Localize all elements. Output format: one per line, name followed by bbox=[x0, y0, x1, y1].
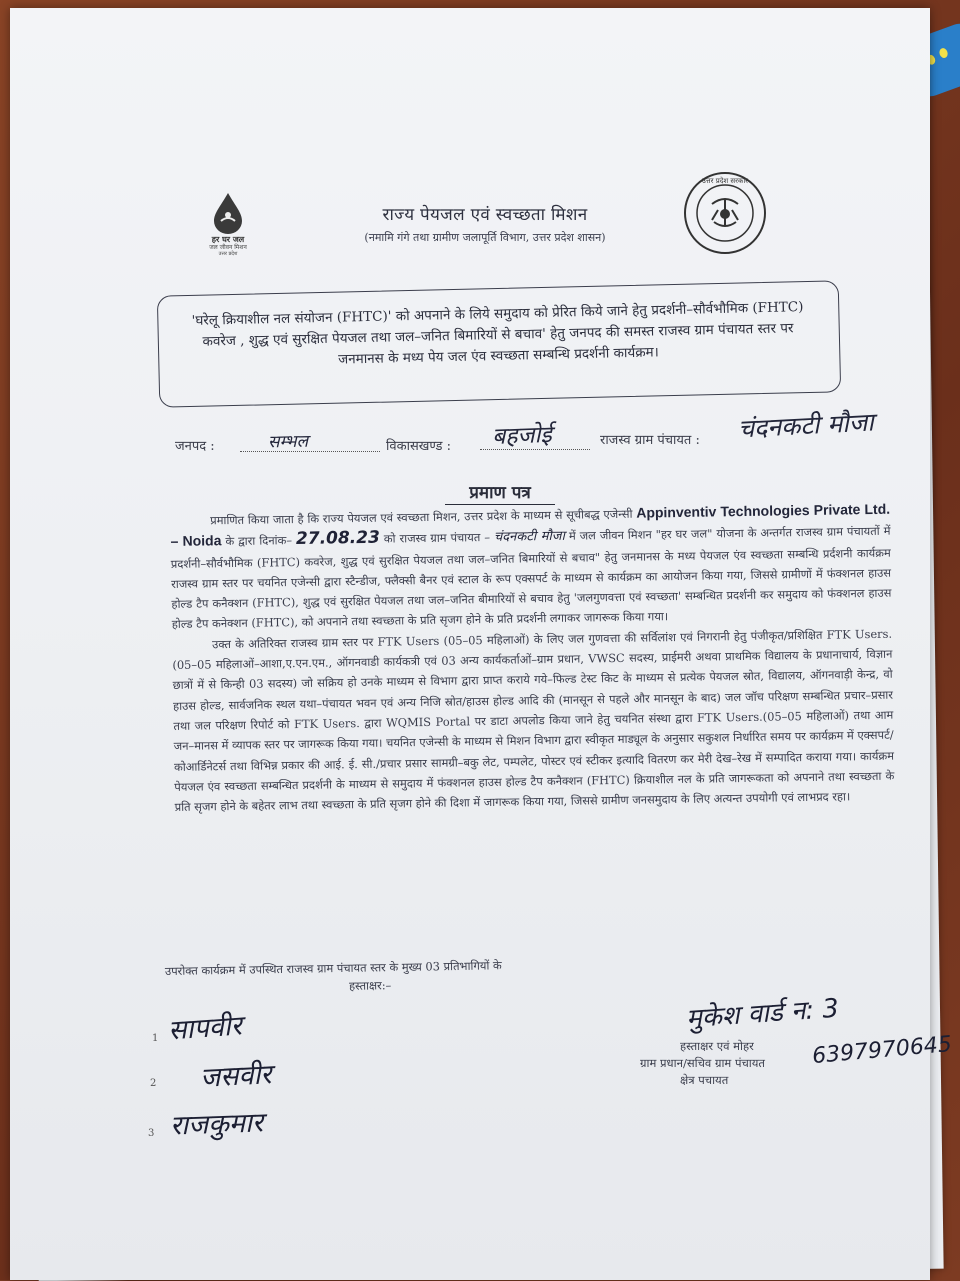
mission-subtitle: (नमामि गंगे तथा ग्रामीण जलापूर्ति विभाग, उत्तर प्रदेश शासन) bbox=[364, 231, 606, 244]
block-label: विकासखण्ड : bbox=[386, 439, 452, 454]
signatory-signature: मुकेश वार्ड न: 3 bbox=[685, 993, 840, 1035]
panchayat-handwritten: चंदनकटी मौजा bbox=[493, 529, 566, 546]
participant-1-signature: सापवीर bbox=[167, 1010, 243, 1047]
event-date: 27.08.23 bbox=[295, 528, 380, 550]
mission-title: राज्य पेयजल एवं स्वच्छता मिशन bbox=[382, 205, 588, 225]
participants-note-text: उपरोक्त कार्यक्रम में उपस्थित राजस्व ग्राम पंचायत स्तर के मुख्य 03 प्रतिभागियों के bbox=[164, 958, 502, 979]
signatures-label: हस्ताक्षर:– bbox=[348, 978, 392, 993]
participant-3-signature: राजकुमार bbox=[169, 1107, 264, 1142]
panchayat-label: राजस्व ग्राम पंचायत : bbox=[600, 433, 700, 448]
svg-text:उत्तर प्रदेश सरकार: उत्तर प्रदेश सरकार bbox=[701, 177, 749, 185]
p1-part-b: के द्वारा दिनांक– bbox=[225, 533, 293, 549]
district-underline bbox=[240, 451, 380, 452]
p1-part-c: को राजस्व ग्राम पंचायत – bbox=[383, 530, 491, 546]
document-page bbox=[10, 8, 953, 1280]
participants-note bbox=[165, 954, 636, 998]
signatory-phone: 6397970645 bbox=[811, 1031, 953, 1070]
agency-name: Appinventiv Technologies Private Ltd. – Noida bbox=[170, 500, 891, 550]
participant-3-number: 3 bbox=[148, 1128, 155, 1139]
logo-line-1: हर घर जल bbox=[211, 234, 245, 244]
har-ghar-jal-logo bbox=[193, 191, 263, 271]
panchayat-value: चंदनकटी मौजा bbox=[737, 407, 875, 444]
participant-2-number: 2 bbox=[150, 1078, 157, 1089]
up-government-emblem bbox=[682, 170, 768, 256]
designation-label: ग्राम प्रधान/सचिव ग्राम पंचायत bbox=[640, 1056, 765, 1070]
participant-2-signature: जसवीर bbox=[199, 1059, 273, 1094]
topic-text: 'घरेलू क्रियाशील नल संयोजन (FHTC)' को अपनाने के लिये समुदाय को प्रेरित किये जाने हेतु प्रदर्शनी–सौर्वभौमिक (FHTC) कवरेज , शुद्ध एवं सुरक्षित पेयजल तथा जल–जनित बिमारियों से बचाव' हेतु जनपद की समस्त राजस्व ग्राम पंचायत स्तर पर जनमानस के मध्य पेय जल एंव स्वच्छता सम्बन्धि प्रदर्शनी कार्यक्रम। bbox=[191, 299, 804, 368]
district-label: जनपद : bbox=[175, 439, 215, 454]
block-value: बहजोई bbox=[491, 421, 553, 451]
water-drop-icon bbox=[210, 191, 246, 235]
paragraph-1 bbox=[170, 499, 892, 635]
paragraph-2: उक्त के अतिरिक्त राजस्व ग्राम स्तर पर FTK Users (05–05 महिलाओं) के लिए जल गुणवत्ता की सर्विलांश एवं निगरानी हेतु पंजीकृत/प्रशिक्षित FTK Users.(05–05 महिलाओं–आशा,ए.एन.एम., ऑगनवाडी कार्यकत्री एवं 03 अन्य कार्यकर्ताओं–ग्राम प्रधान, VWSC सदस्य, प्राईमरी अथवा प्राथमिक विद्यालय के प्रधानाचार्य, विज्ञान छात्रों में से किन्ही 03 सदस्य) जो सक्रिय हो उनके माध्यम से विभाग द्वारा प्राप्त कराये गये–फिल्ड टेस्ट किट के माध्यम से प्रत्येक पेयजल स्रोत, विद्यालय, ऑगनवाड़ी केन्द्र, वो हाउस होल्ड, सार्वजनिक स्थल यथा–पंचायत भवन एवं अन्य निजि स्रोत/हाउस होल्ड आदि की (मानसून से पहले और मानसून के बाद) जल जॉच परिक्षण सम्बन्धित प्रचार–प्रसार तथा जल परिक्षण रिपोर्ट को FTK Users. द्वारा WQMIS Portal पर डाटा अपलोड किया जाने हेतु चयनित संस्था द्वारा FTK Users.(05–05 महिलाओं) तथा आम जन–मानस में व्यापक स्तर पर जागरूक किया गया। चयनित एजेन्सी के माध्यम से मिशन विभाग द्वारा स्वीकृत माड्यूल के अनुसार सकुशल निर्धारित समय पर कार्यक्रम में एक्सपर्ट/कोआर्डिनेटर्स तथा विभिन्न प्रकार की आई. ई. सी./प्रचार प्रसार सामग्री–बकु लेट, पम्पलेट, पोस्टर एवं स्टीकर इत्यादि वितरण कर मेरी देख–रेख में सम्पादित कराया गया। कार्यक्रम पेयजल एंव स्वच्छता सम्बन्धित प्रदर्शनी के माध्यम से समुदाय में फंक्शनल हाउस होल्ड टैप कनैक्शन (FHTC) क्रियाशील नल के प्रति जागरूकता को अपनाने तथा स्वच्छता के प्रति सृजग होने के बहेतर लाभ तथा स्वच्छता के प्रति सृजग होने की दिशा में जागरूक किया गया, जिससे ग्रामीण जनसमुदाय के लिए अत्यन्त उपयोगी एवं लाभप्रद रहा। bbox=[172, 626, 895, 815]
signatory-block bbox=[640, 1038, 830, 1089]
logo-line-2: जल जीवन मिशन bbox=[209, 244, 247, 251]
certificate-title: प्रमाण पत्र bbox=[445, 480, 555, 505]
district-value: सम्भल bbox=[267, 431, 309, 453]
certificate-body bbox=[170, 499, 895, 818]
participant-1-number: 1 bbox=[152, 1033, 159, 1044]
p1-part-a: प्रमाणित किया जाता है कि राज्य पेयजल एवं स्वच्छता मिशन, उत्तर प्रदेश के माध्यम से सूचीबद्ध एजेन्सी bbox=[210, 506, 633, 528]
sign-and-seal-label: हस्ताक्षर एवं मोहर bbox=[680, 1039, 754, 1053]
p1-part-d: में जल जीवन मिशन "हर घर जल" योजना के अन्तर्गत राजस्व ग्राम पंचायतों में प्रदर्शनी–सौर्वभौमिक (FHTC) कवरेज, शुद्ध एवं सुरक्षित पेयजल तथा जल–जनित बिमारियों से बचाव" हेतु जनमानस के मध्य पेयजल एंव स्वच्छता सम्बन्धि प्रर्दशनी कार्यक्रम राजस्व ग्राम स्तर पर चयनित एजेन्सी द्वारा स्टैन्डीज, फ्लैक्सी बैनर एवं स्टाल के रूप एक्सपर्ट के माध्यम से कार्यक्रम का आयोजन किया गया, जिससे ग्रामीणों में फंक्शनल हाउस होल्ड टैप कनैक्शन (FHTC), शुद्ध एवं सुरक्षित पेयजल तथा जल–जनित बीमारियों से बचाव हेतु 'जलगुणवत्ता एवं स्वच्छता' सम्बन्धित प्रदर्शनी कर समुदाय को फंक्शनल हाउस होल्ड टैप कनेक्शन (FHTC), को अपनाने तथा स्वच्छता के प्रति सृजग होने के प्रति प्रदर्शनी लगाकर जागरूक किया गया। bbox=[170, 523, 892, 632]
logo-line-3: उत्तर प्रदेश bbox=[218, 251, 238, 257]
area-label: क्षेत्र पचायत bbox=[680, 1073, 729, 1087]
